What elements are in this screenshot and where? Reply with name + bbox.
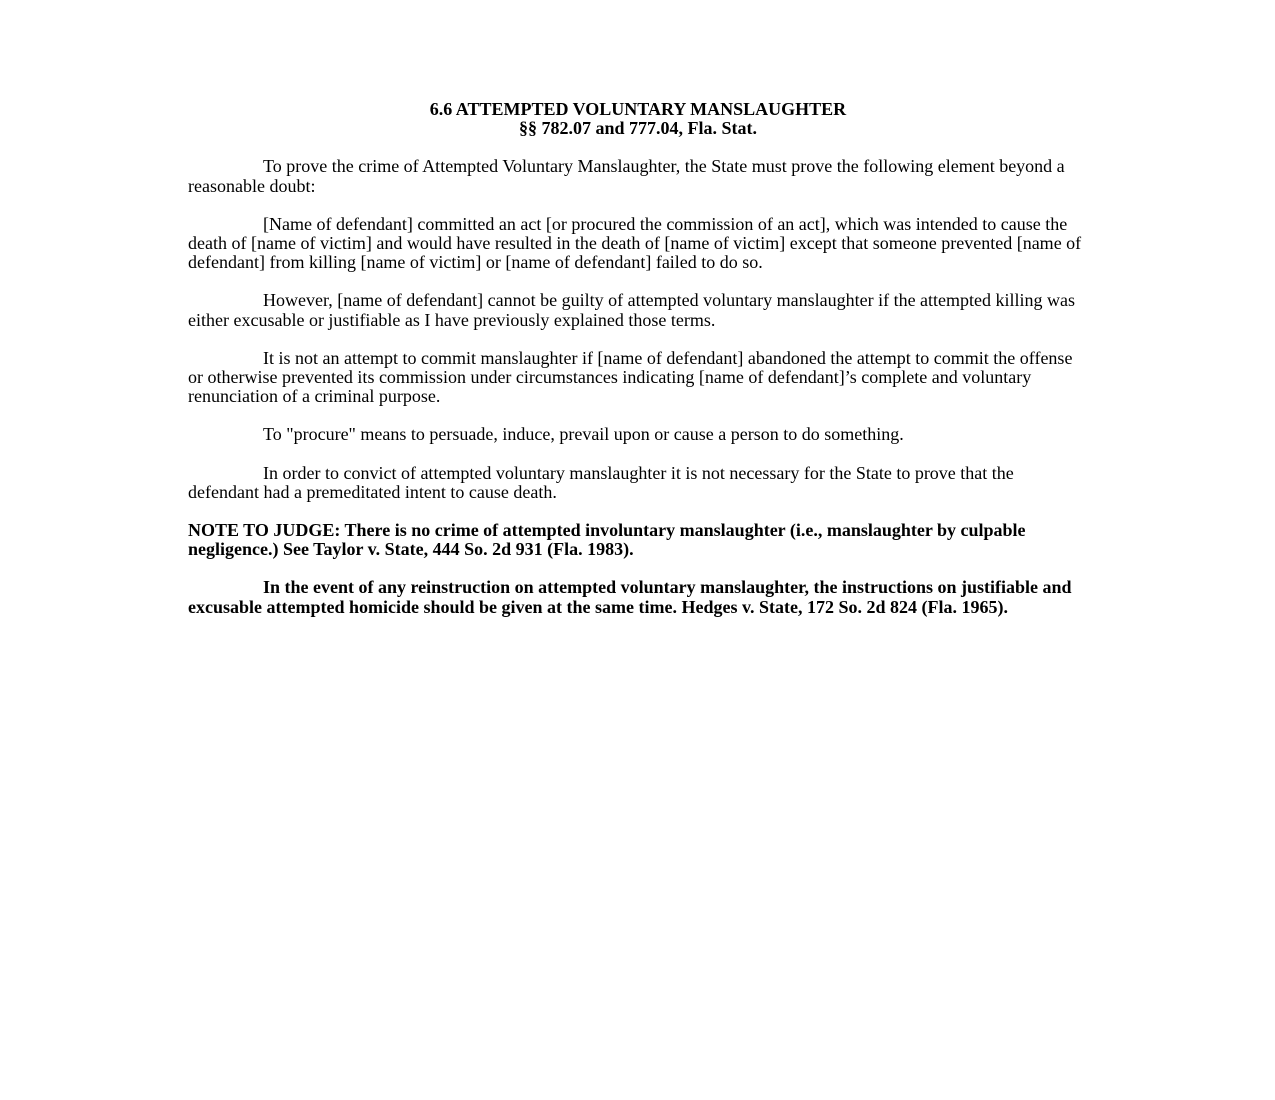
note-to-judge: NOTE TO JUDGE: There is no crime of attempted involuntary manslaughter (i.e., manslaughter by culpable negligence.) See Taylor v. State, 444 So. 2d 931 (Fla. 1983). xyxy=(188,520,1026,560)
paragraph-text: In order to convict of attempted voluntary manslaughter it is not necessary for the State to prove that the defendant had a premeditated intent to cause death. xyxy=(188,462,1014,502)
paragraph-abandonment xyxy=(188,349,1088,407)
heading-title: 6.6 ATTEMPTED VOLUNTARY MANSLAUGHTER xyxy=(429,99,847,119)
paragraph-text: However, [name of defendant] cannot be guilty of attempted voluntary manslaughter if the attempted killing was either excusable or justifiable as I have previously explained those terms. xyxy=(188,290,1076,330)
paragraph-text: To "procure" means to persuade, induce, prevail upon or cause a person to do something. xyxy=(263,424,904,445)
paragraph-text: [Name of defendant] committed an act [or procured the commission of an act], which was intended to cause the death of [name of victim] and would have resulted in the death of [name of victim] except that someone prevented [name of defendant] from killing [name of victim] or [name of defendant] failed to do so. xyxy=(188,213,1082,273)
note-reinstruction xyxy=(188,578,1088,616)
paragraph-element-act xyxy=(188,215,1088,273)
paragraph-premeditation xyxy=(188,464,1088,502)
paragraph-excusable-justifiable xyxy=(188,291,1088,329)
paragraph-text: To prove the crime of Attempted Voluntary Manslaughter, the State must prove the following element beyond a reasonable doubt: xyxy=(188,156,1065,196)
heading-statute: §§ 782.07 and 777.04, Fla. Stat. xyxy=(518,118,758,139)
paragraph-elements-intro xyxy=(188,157,1088,195)
note-text: In the event of any reinstruction on attempted voluntary manslaughter, the instructions on justifiable and excusable attempted homicide should be given at the same time. Hedges v. State, 172 So. 2d 824 (Fla. 1965). xyxy=(188,577,1072,617)
paragraph-procure-definition xyxy=(188,425,1088,444)
document-page xyxy=(188,100,1088,617)
paragraph-text: It is not an attempt to commit manslaughter if [name of defendant] abandoned the attempt to commit the offense or otherwise prevented its commission under circumstances indicating [name of defendant]’s complete and voluntary renunciation of a criminal purpose. xyxy=(188,347,1073,407)
document-heading xyxy=(188,100,1088,138)
